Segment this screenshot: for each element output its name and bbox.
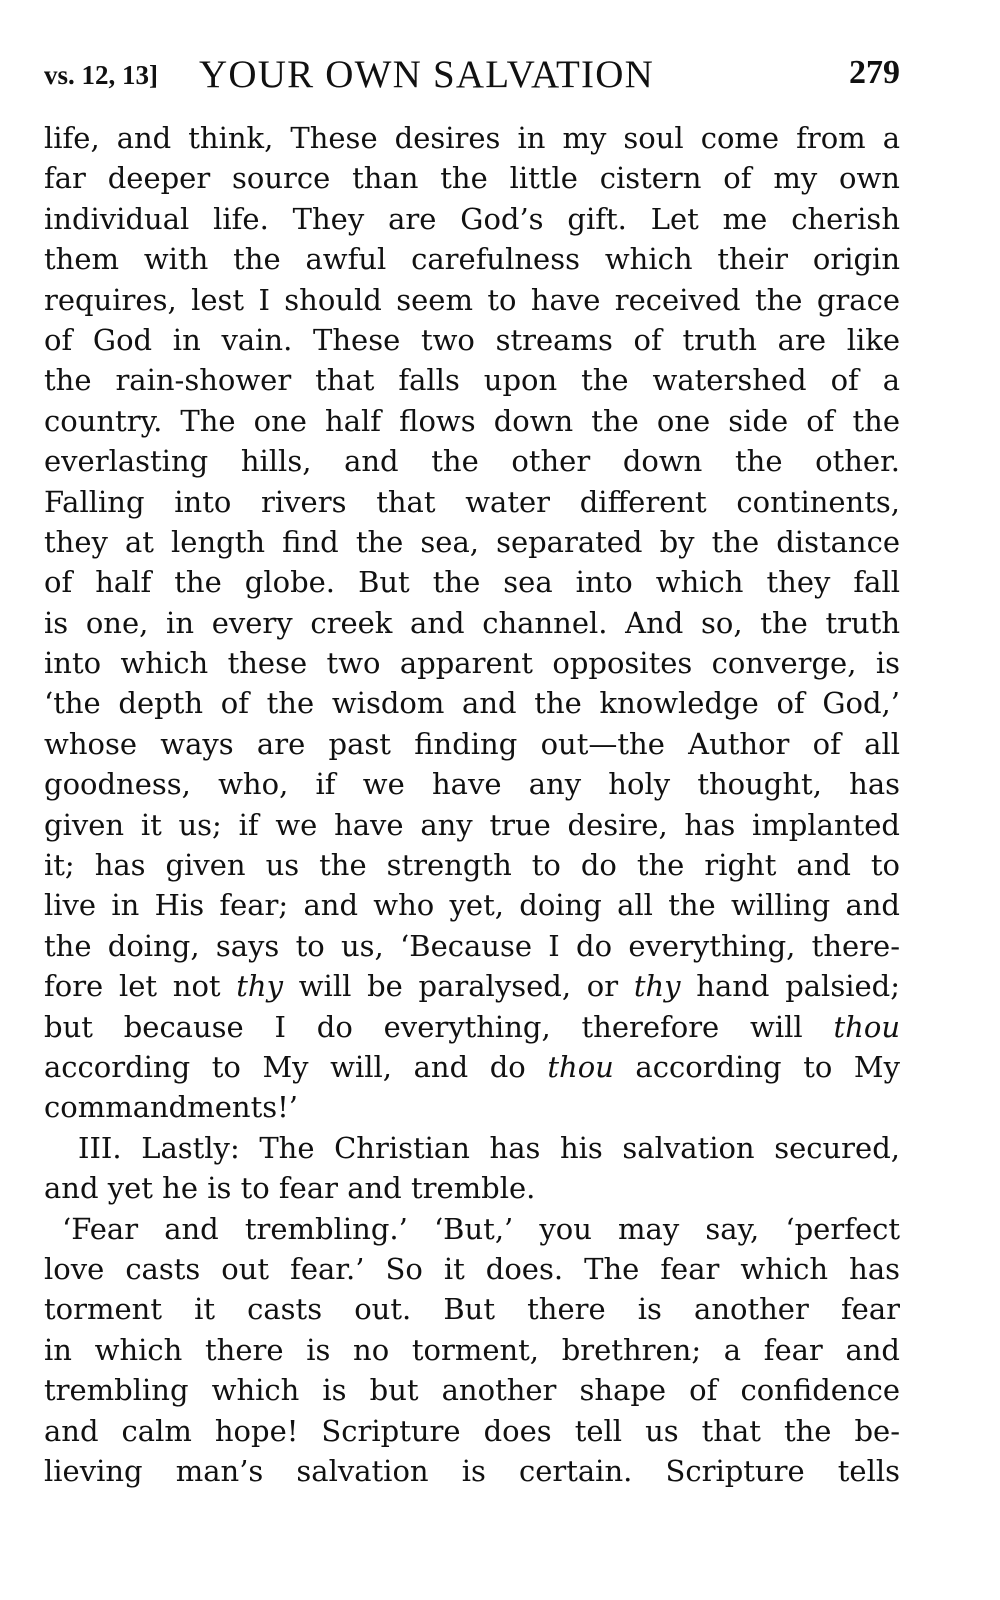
running-header — [44, 52, 900, 96]
text-line: requires, lest I should seem to have received the grace — [44, 282, 900, 317]
text-line: it; has given us the strength to do the right and to — [44, 848, 900, 883]
page-title: YOUR OWN SALVATION — [199, 53, 654, 96]
text-line: everlasting hills, and the other down the other. — [44, 444, 900, 479]
text-line: live in His fear; and who yet, doing all the willing and — [44, 888, 900, 923]
verse-reference: vs. 12, 13] — [44, 60, 158, 90]
text-line: in which there is no torment, brethren; a fear and — [44, 1332, 900, 1367]
text-run: according to My will, and do — [44, 1049, 548, 1084]
text-line: into which these two apparent opposites converge, is — [44, 646, 900, 681]
text-line: lieving man’s salvation is certain. Scripture tells — [44, 1453, 900, 1488]
text-line: Falling into rivers that water different continents, — [44, 484, 900, 519]
text-line: love casts out fear.’ So it does. The fear which has — [44, 1251, 900, 1286]
italic-word: thy — [633, 969, 681, 1004]
paragraph-first-line: ‘Fear and trembling.’ ‘But,’ you may say, ‘perfect — [62, 1211, 900, 1246]
text-line — [44, 1047, 900, 1087]
text-line: goodness, who, if we have any holy thought, has — [44, 767, 900, 802]
text-run: fore let not — [44, 969, 237, 1004]
text-line: is one, in every creek and channel. And so, the truth — [44, 605, 900, 640]
text-line: individual life. They are God’s gift. Let me cherish — [44, 201, 900, 236]
text-line: the rain-shower that falls upon the watershed of a — [44, 363, 900, 398]
italic-word: thou — [833, 1009, 900, 1044]
text-run: but because I do everything, therefore will — [44, 1009, 834, 1044]
text-line: country. The one half flows down the one side of the — [44, 403, 900, 438]
text-run: according to My — [613, 1049, 900, 1084]
text-line: the doing, says to us, ‘Because I do everything, there- — [44, 928, 900, 963]
text-line: of God in vain. These two streams of truth are like — [44, 322, 900, 357]
text-line: commandments!’ — [44, 1090, 298, 1125]
text-line: far deeper source than the little cistern of my own — [44, 161, 900, 196]
text-line: and yet he is to fear and tremble. — [44, 1171, 536, 1206]
text-line — [44, 1007, 900, 1047]
text-line: ‘the depth of the wisdom and the knowledge of God,’ — [44, 686, 900, 721]
text-run: will be paralysed, or — [283, 969, 634, 1004]
text-line: of half the globe. But the sea into which they fall — [44, 565, 900, 600]
text-line: whose ways are past finding out—the Author of all — [44, 726, 900, 761]
page-number: 279 — [849, 54, 900, 91]
text-line: them with the awful carefulness which their origin — [44, 242, 900, 277]
text-line — [44, 966, 900, 1006]
text-line: trembling which is but another shape of confidence — [44, 1373, 900, 1408]
text-line: torment it casts out. But there is another fear — [44, 1292, 900, 1327]
text-line: life, and think, These desires in my soul come from a — [44, 121, 900, 155]
section-heading-line: III. Lastly: The Christian has his salvation secured, — [78, 1130, 900, 1165]
italic-word: thy — [236, 969, 283, 1004]
text-line: given it us; if we have any true desire, has implanted — [44, 807, 900, 842]
italic-word: thou — [547, 1049, 614, 1084]
text-line: they at length find the sea, separated by the distance — [44, 524, 900, 559]
text-line: and calm hope! Scripture does tell us that the be- — [44, 1413, 900, 1448]
text-run: hand palsied; — [680, 969, 900, 1004]
body-text — [44, 118, 900, 1491]
